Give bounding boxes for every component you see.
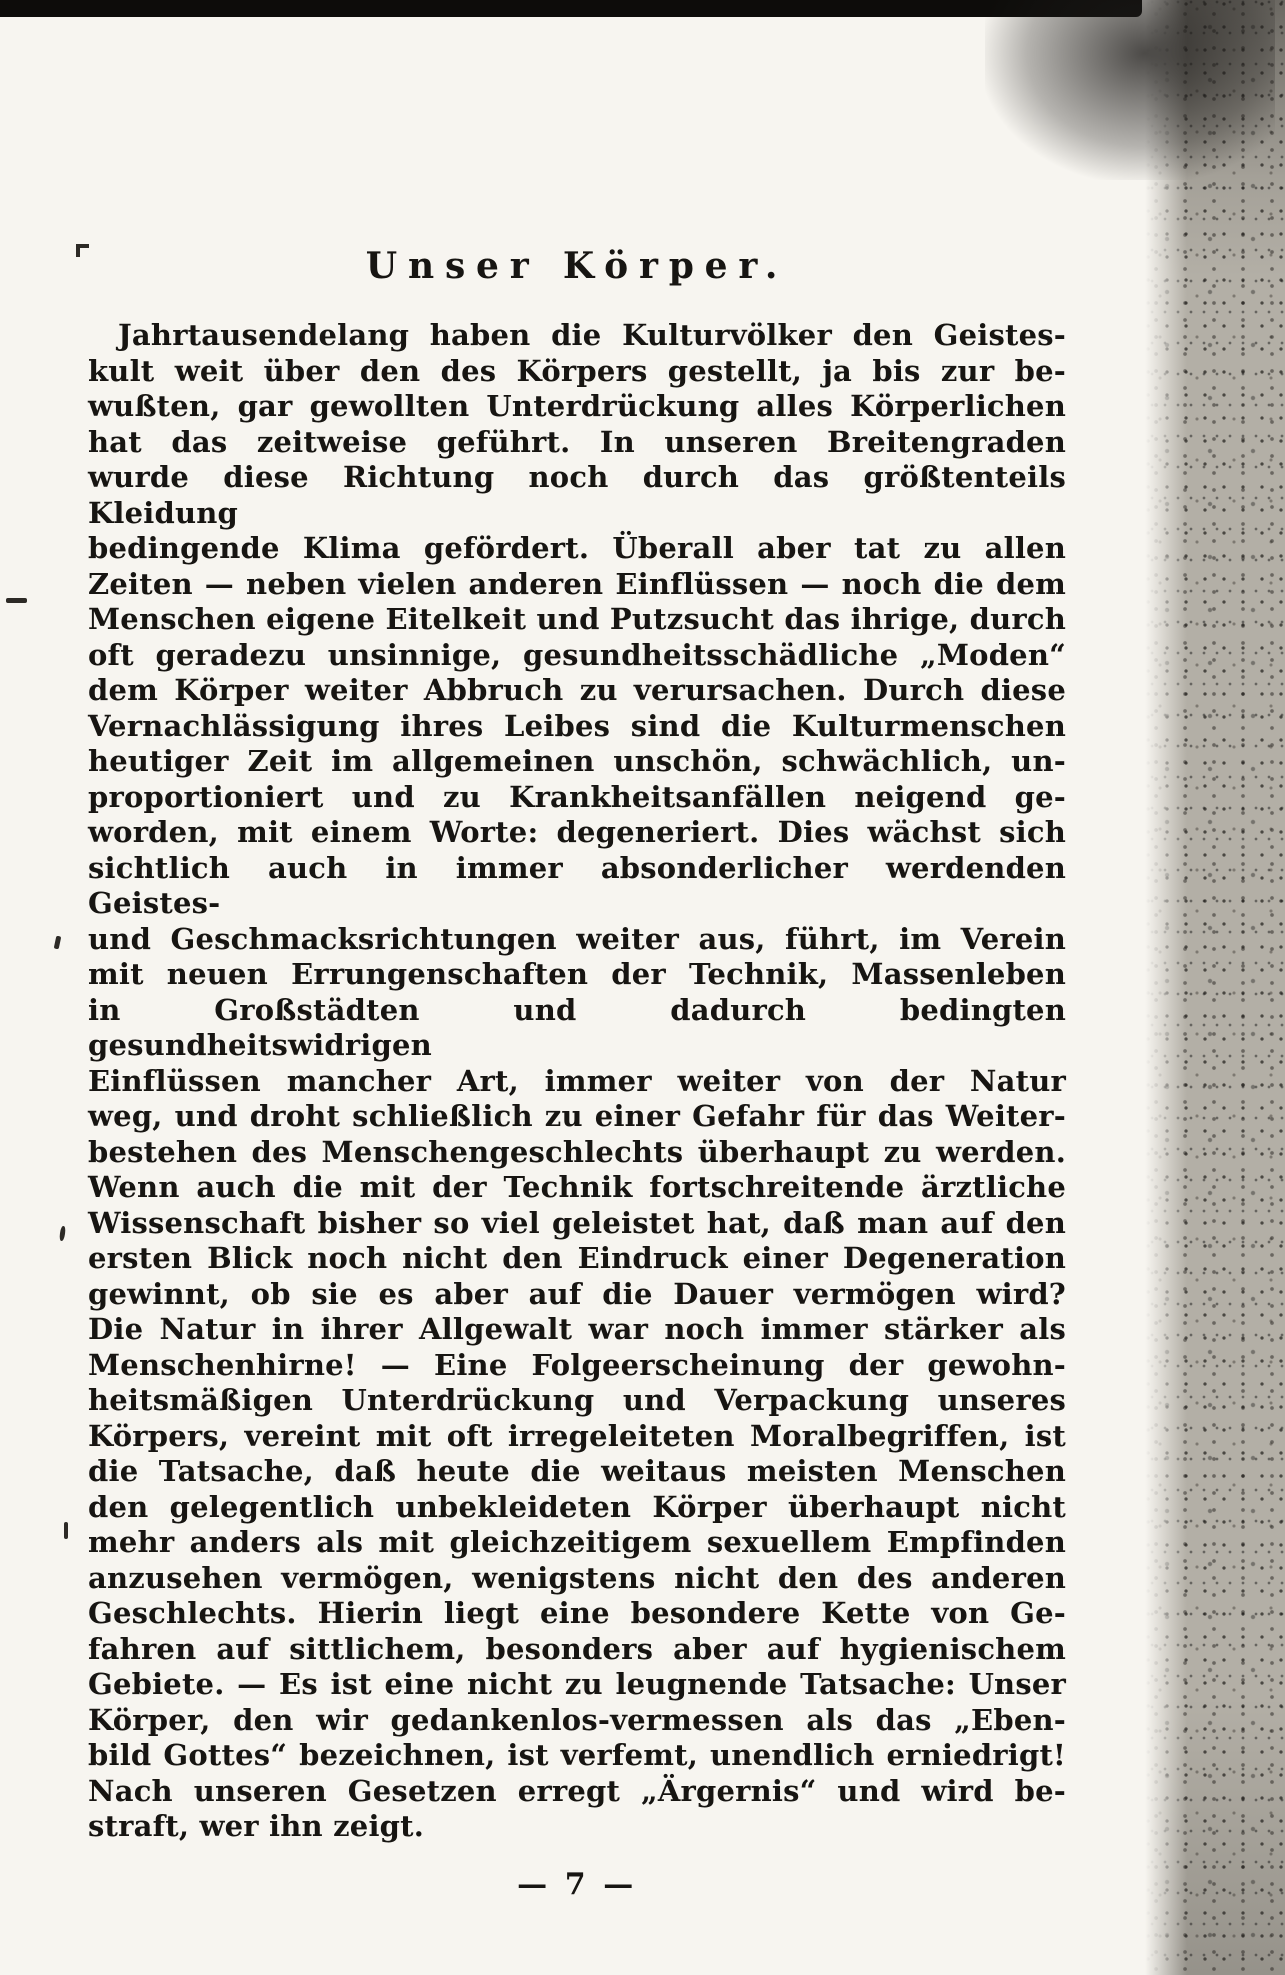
text-line: heutiger Zeit im allgemeinen unschön, schwächlich, un- bbox=[88, 744, 1066, 778]
scan-artifact bbox=[64, 1522, 68, 1539]
text-block bbox=[88, 0, 1066, 1902]
text-line: mehr anders als mit gleichzeitigem sexuellem Empfinden bbox=[88, 1525, 1066, 1559]
page-number: — 7 — bbox=[517, 1866, 637, 1902]
text-line: worden, mit einem Worte: degeneriert. Dies wächst sich bbox=[88, 815, 1066, 849]
text-line: in Großstädten und dadurch bedingten gesundheitswidrigen bbox=[88, 992, 1066, 1062]
text-line: ersten Blick noch nicht den Eindruck einer Degeneration bbox=[88, 1241, 1066, 1275]
text-line: Einflüssen mancher Art, immer weiter von der Natur bbox=[88, 1063, 1066, 1098]
text-line: proportioniert und zu Krankheitsanfällen neigend ge- bbox=[88, 779, 1066, 814]
text-line: kult weit über den des Körpers gestellt, ja bis zur be- bbox=[88, 353, 1066, 388]
text-line: bedingende Klima gefördert. Überall aber tat zu allen bbox=[88, 531, 1066, 565]
scan-artifact bbox=[6, 598, 27, 603]
text-line: die Tatsache, daß heute die weitaus meisten Menschen bbox=[88, 1454, 1066, 1488]
text-line: Menschen eigene Eitelkeit und Putzsucht das ihrige, durch bbox=[88, 602, 1066, 636]
text-line: den gelegentlich unbekleideten Körper überhaupt nicht bbox=[88, 1489, 1066, 1524]
text-line: straft, wer ihn zeigt. bbox=[88, 1809, 425, 1843]
text-line: gewinnt, ob sie es aber auf die Dauer vermögen wird? bbox=[88, 1276, 1066, 1311]
text-line: Menschenhirne! — Eine Folgeerscheinung der gewohn- bbox=[88, 1347, 1066, 1382]
text-line: wurde diese Richtung noch durch das größtenteils Kleidung bbox=[88, 460, 1066, 530]
text-line: weg, und droht schließlich zu einer Gefahr für das Weiter- bbox=[88, 1099, 1066, 1133]
scan-artifact bbox=[76, 248, 80, 257]
text-line: und Geschmacksrichtungen weiter aus, führt, im Verein bbox=[88, 921, 1066, 956]
scan-edge-right bbox=[1145, 0, 1285, 1975]
text-line: Körpers, vereint mit oft irregeleiteten Moralbegriffen, ist bbox=[88, 1418, 1066, 1453]
text-line: Nach unseren Gesetzen erregt „Ärgernis“ und wird be- bbox=[88, 1773, 1066, 1808]
scan-artifact bbox=[54, 936, 62, 950]
text-line: Jahrtausendelang haben die Kulturvölker den Geistes- bbox=[118, 318, 1066, 352]
text-line: Wissenschaft bisher so viel geleistet hat, daß man auf den bbox=[88, 1205, 1066, 1240]
text-line: Körper, den wir gedankenlos-vermessen als das „Eben- bbox=[88, 1702, 1066, 1737]
text-line: Gebiete. — Es ist eine nicht zu leugnende Tatsache: Unser bbox=[88, 1667, 1066, 1701]
body-text bbox=[88, 318, 1066, 1845]
text-line: Zeiten — neben vielen anderen Einflüssen — noch die dem bbox=[88, 566, 1066, 601]
text-line: fahren auf sittlichem, besonders aber auf hygienischem bbox=[88, 1631, 1066, 1666]
scan-artifact bbox=[59, 1226, 66, 1242]
text-line: Die Natur in ihrer Allgewalt war noch immer stärker als bbox=[88, 1312, 1066, 1346]
text-line: heitsmäßigen Unterdrückung und Verpackung unseres bbox=[88, 1383, 1066, 1417]
text-line: sichtlich auch in immer absonderlicher werdenden Geistes- bbox=[88, 850, 1066, 920]
text-line: bild Gottes“ bezeichnen, ist verfemt, unendlich erniedrigt! bbox=[88, 1738, 1066, 1772]
text-line: Wenn auch die mit der Technik fortschreitende ärztliche bbox=[88, 1170, 1066, 1204]
text-line: oft geradezu unsinnige, gesundheitsschädliche „Moden“ bbox=[88, 637, 1066, 672]
text-line: bestehen des Menschengeschlechts überhaupt zu werden. bbox=[88, 1134, 1066, 1169]
text-line: mit neuen Errungenschaften der Technik, Massenleben bbox=[88, 957, 1066, 991]
text-line: Vernachlässigung ihres Leibes sind die Kulturmenschen bbox=[88, 708, 1066, 743]
text-line: wußten, gar gewollten Unterdrückung alles Körperlichen bbox=[88, 389, 1066, 423]
text-line: Geschlechts. Hierin liegt eine besondere Kette von Ge- bbox=[88, 1596, 1066, 1630]
text-line: hat das zeitweise geführt. In unseren Breitengraden bbox=[88, 424, 1066, 459]
text-line: dem Körper weiter Abbruch zu verursachen. Durch diese bbox=[88, 673, 1066, 707]
text-line: anzusehen vermögen, wenigstens nicht den des anderen bbox=[88, 1560, 1066, 1595]
page-title: Unser Körper. bbox=[365, 245, 789, 287]
